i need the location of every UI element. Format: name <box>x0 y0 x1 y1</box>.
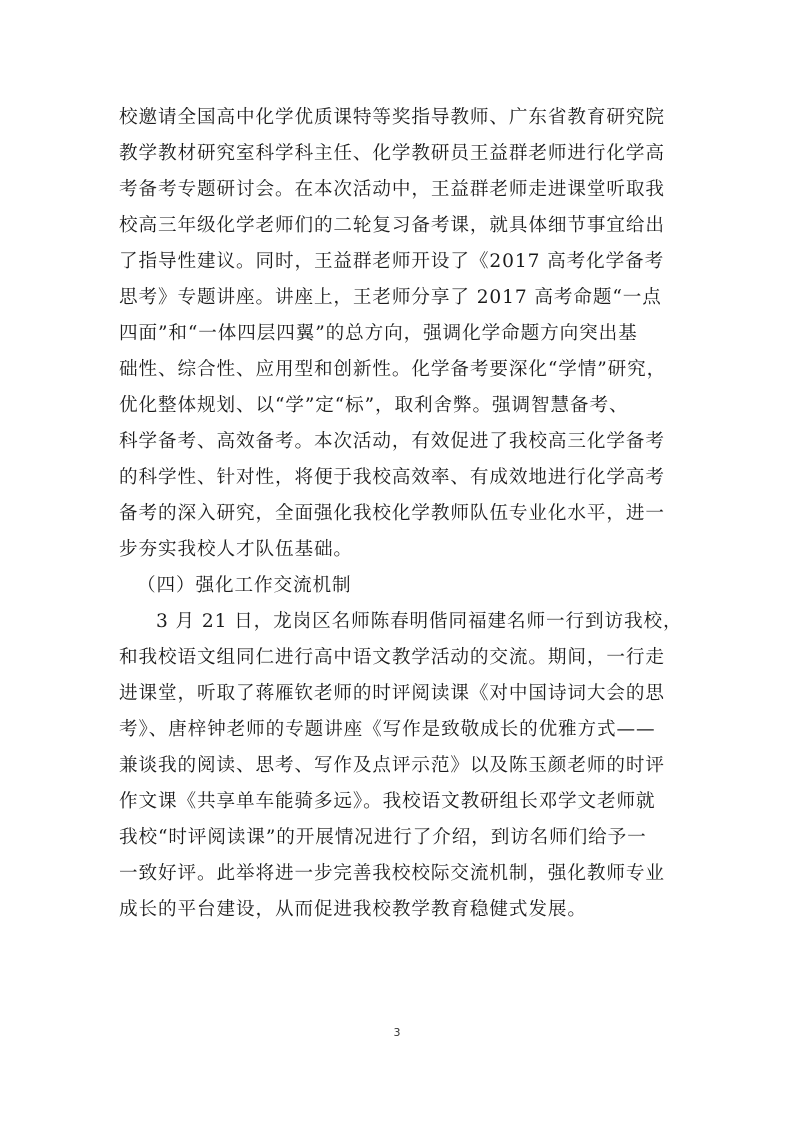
text-line: 备考的深入研究，全面强化我校化学教师队伍专业化水平，进一 <box>119 503 665 524</box>
paragraph-chemistry-seminar <box>119 100 675 568</box>
text-line: 四面”和“一体四层四翼”的总方向，强调化学命题方向突出基 <box>119 323 638 344</box>
text-line: 优化整体规划、以“学”定“标”，取利舍弊。强调智慧备考、 <box>119 395 629 416</box>
text-line: 了指导性建议。同时，王益群老师开设了《2017 高考化学备考 <box>119 251 665 272</box>
text-line: 和我校语文组同仁进行高中语文教学活动的交流。期间，一行走 <box>119 647 665 668</box>
section-heading: （四）强化工作交流机制 <box>137 575 352 596</box>
text-line: 进课堂，听取了蒋雁钦老师的时评阅读课《对中国诗词大会的思 <box>119 683 665 704</box>
paragraph-exchange-visit <box>119 604 683 928</box>
text-line: 成长的平台建设，从而促进我校教学教育稳健式发展。 <box>119 899 587 920</box>
text-line: 一致好评。此举将进一步完善我校校际交流机制，强化教师专业 <box>119 863 665 884</box>
text-line: 思考》专题讲座。讲座上，王老师分享了 2017 高考命题“一点 <box>119 287 662 308</box>
text-line: 的科学性、针对性，将便于我校高效率、有成效地进行化学高考 <box>119 467 665 488</box>
text-line: 3 月 21 日，龙岗区名师陈春明偕同福建名师一行到访我校， <box>156 611 683 632</box>
text-line: 考备考专题研讨会。在本次活动中，王益群老师走进课堂听取我 <box>119 179 665 200</box>
section-heading-block <box>119 568 675 604</box>
text-line: 校邀请全国高中化学优质课特等奖指导教师、广东省教育研究院 <box>119 107 665 128</box>
text-line: 步夯实我校人才队伍基础。 <box>119 539 353 560</box>
text-line: 作文课《共享单车能骑多远》。我校语文教研组长邓学文老师就 <box>119 791 656 812</box>
text-line: 考》、唐梓钟老师的专题讲座《写作是致敬成长的优雅方式—— <box>119 719 656 740</box>
text-line: 兼谈我的阅读、思考、写作及点评示范》以及陈玉颜老师的时评 <box>119 755 665 776</box>
page-number: 3 <box>393 1026 401 1039</box>
text-line: 教学教材研究室科学科主任、化学教研员王益群老师进行化学高 <box>119 143 665 164</box>
text-line: 础性、综合性、应用型和创新性。化学备考要深化“学情”研究， <box>119 359 667 380</box>
text-line: 科学备考、高效备考。本次活动，有效促进了我校高三化学备考 <box>119 431 665 452</box>
text-line: 我校“时评阅读课”的开展情况进行了介绍，到访名师们给予一 <box>119 827 647 848</box>
document-body <box>119 100 683 928</box>
text-line: 校高三年级化学老师们的二轮复习备考课，就具体细节事宜给出 <box>119 215 665 236</box>
